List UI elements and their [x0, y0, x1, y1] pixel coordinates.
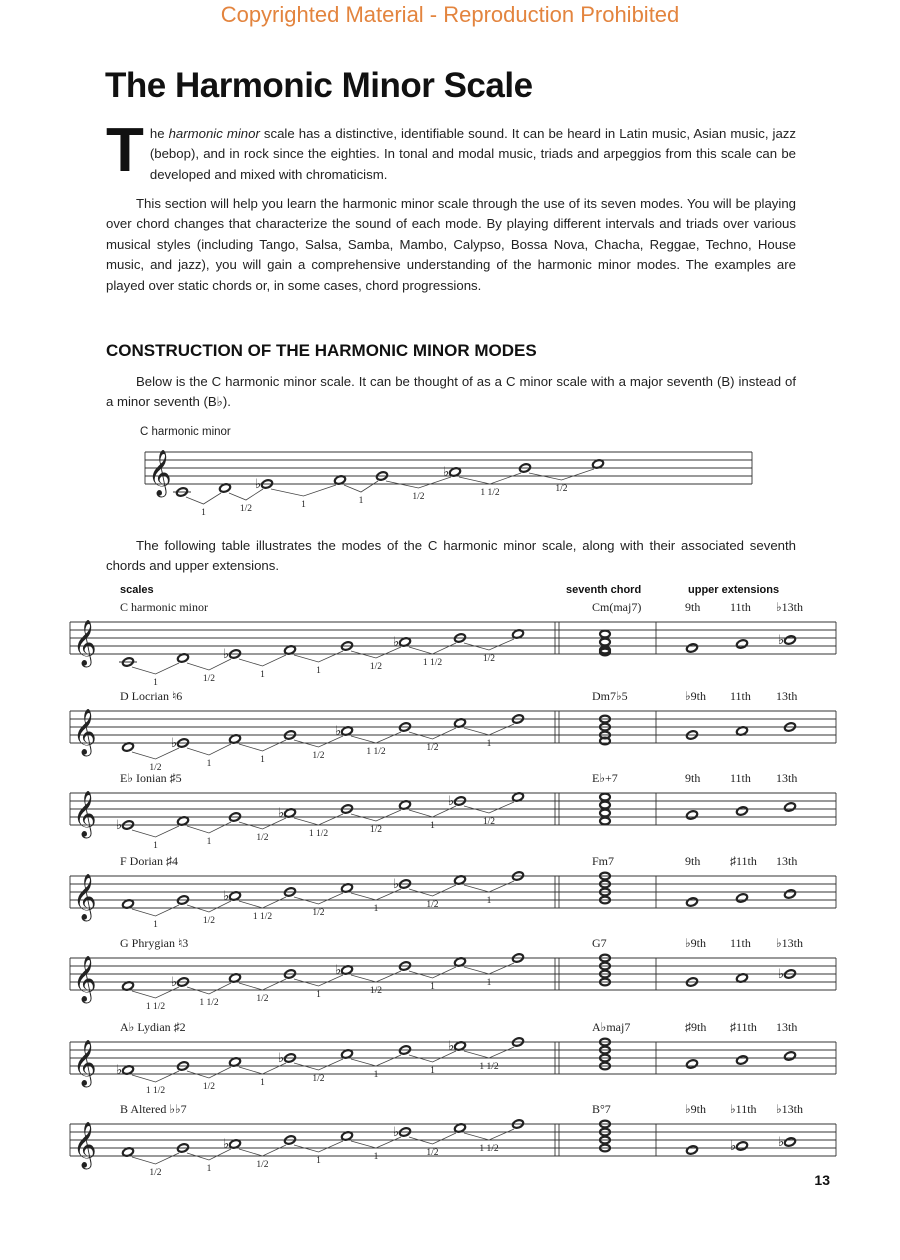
extension-9th: ♭9th	[685, 936, 706, 950]
step-interval: 1/2	[426, 900, 439, 910]
flat-sign: ♭	[171, 736, 178, 751]
step-interval: 1/2	[482, 654, 496, 664]
extension-13th: 13th	[776, 771, 798, 785]
page-title: The Harmonic Minor Scale	[105, 66, 533, 105]
section-paragraph-2: The following table illustrates the modes of the C harmonic minor scale, along with their associated seventh chords and upper extensions.	[106, 538, 796, 574]
extension-9th: ♯9th	[685, 1020, 707, 1034]
flat-sign: ♭	[778, 1135, 785, 1150]
step-connector	[132, 826, 179, 837]
intro-text-start: he	[149, 126, 169, 141]
extension-13th: 13th	[776, 854, 798, 868]
flat-sign: ♭	[778, 967, 785, 982]
step-interval: 1	[358, 496, 364, 506]
seventh-chord-name: Fm7	[592, 854, 615, 868]
step-connector	[464, 724, 514, 735]
step-interval: 1	[316, 666, 321, 676]
flat-sign: ♭	[393, 1125, 400, 1140]
step-connector	[294, 893, 343, 904]
step-interval: 1	[301, 500, 306, 510]
step-interval: 1/2	[202, 916, 216, 926]
flat-sign: ♭	[393, 877, 400, 892]
step-interval: 1	[201, 508, 206, 518]
step-connector	[132, 1153, 179, 1164]
extension-11th: 11th	[730, 936, 751, 950]
seventh-chord-name: G7	[592, 936, 607, 950]
step-interval: 1	[153, 841, 158, 851]
step-interval: 1	[316, 990, 321, 1000]
drop-cap: T	[106, 116, 144, 185]
extension-11th: ♭11th	[730, 1102, 757, 1116]
step-connector	[239, 897, 286, 908]
mode-name: F Dorian ♯4	[120, 854, 178, 868]
step-connector	[409, 1133, 456, 1144]
step-interval: 1/2	[555, 484, 568, 494]
step-interval: 1 1/2	[479, 1144, 499, 1154]
step-connector	[187, 1067, 231, 1078]
treble-clef: 𝄞	[73, 1040, 97, 1086]
extension-11th: 11th	[730, 689, 751, 703]
extension-9th: ♭9th	[685, 689, 706, 703]
step-interval: 1/2	[412, 492, 425, 502]
flat-sign: ♭	[223, 1137, 230, 1152]
step-connector	[132, 1071, 179, 1082]
step-connector	[409, 643, 456, 654]
step-connector	[459, 473, 521, 484]
seventh-chord-name: Cm(maj7)	[592, 600, 642, 614]
step-interval: 1	[430, 821, 435, 831]
mode-name: D Locrian ♮6	[120, 689, 183, 703]
chord-note	[600, 631, 610, 638]
step-interval: 1/2	[369, 986, 383, 996]
step-interval: 1/2	[202, 1082, 216, 1092]
step-interval: 1 1/2	[366, 747, 386, 757]
copyright-watermark: Copyrighted Material - Reproduction Prohibited	[220, 2, 680, 27]
step-interval: 1/2	[256, 833, 269, 843]
extension-9th: 9th	[685, 854, 701, 868]
step-interval: 1/2	[426, 743, 439, 753]
step-connector	[464, 1047, 514, 1058]
flat-sign: ♭	[223, 647, 230, 662]
step-connector	[239, 1145, 286, 1156]
step-interval: 1	[373, 904, 379, 914]
flat-sign: ♭	[443, 465, 450, 480]
step-interval: 1	[316, 1156, 321, 1166]
flat-sign: ♭	[335, 724, 342, 739]
step-connector	[351, 732, 401, 743]
mode-name: C harmonic minor	[120, 600, 208, 614]
extension-13th: ♭13th	[776, 600, 803, 614]
step-connector	[529, 469, 594, 480]
step-connector	[239, 740, 286, 751]
step-connector	[464, 639, 514, 650]
step-connector	[294, 651, 343, 662]
extension-11th: ♯11th	[730, 854, 757, 868]
chord-note	[600, 794, 610, 801]
step-interval: 1	[153, 678, 158, 688]
intro-emphasis: harmonic minor	[168, 126, 260, 141]
treble-clef: 𝄞	[148, 450, 172, 496]
treble-clef: 𝄞	[73, 791, 97, 837]
step-connector	[464, 802, 514, 813]
seventh-chord-name: B°7	[592, 1102, 611, 1116]
step-interval: 1 1/2	[308, 829, 329, 839]
flat-sign: ♭	[223, 889, 230, 904]
seventh-chord-name: Dm7♭5	[592, 689, 628, 703]
step-interval: 1/2	[256, 1160, 269, 1170]
step-interval: 1	[373, 1070, 379, 1080]
step-interval: 1	[260, 755, 265, 765]
intro-text-rest: scale has a distinctive, identifiable sound. It can be heard in Latin music, Asian music, jazz (bebop), and in rock since the eighties. In tonal and modal music, triads and arpeggios from this scale can be developed and mixed with chromaticism.	[149, 126, 796, 182]
step-interval: 1/2	[149, 763, 162, 773]
step-connector	[344, 481, 378, 492]
step-connector	[351, 971, 401, 982]
extension-note	[686, 810, 699, 820]
step-interval: 1/2	[312, 908, 325, 918]
step-connector	[239, 655, 286, 666]
mode-name: B Altered ♭♭7	[120, 1102, 187, 1116]
extension-note	[736, 806, 749, 816]
step-connector	[132, 905, 179, 916]
flat-sign: ♭	[116, 1063, 123, 1078]
step-interval: 1/2	[239, 504, 253, 514]
seventh-chord-name: A♭maj7	[592, 1020, 631, 1034]
step-connector	[409, 728, 456, 739]
page-number: 13	[814, 1172, 830, 1188]
step-interval: 1/2	[369, 662, 383, 672]
step-connector	[187, 983, 231, 994]
flat-sign: ♭	[255, 477, 262, 492]
extension-13th: 13th	[776, 689, 798, 703]
step-interval: 1 1/2	[479, 1062, 499, 1072]
step-connector	[239, 979, 286, 990]
step-connector	[464, 963, 514, 974]
flat-sign: ♭	[730, 1139, 737, 1154]
step-interval: 1 1/2	[145, 1086, 166, 1096]
step-connector	[464, 881, 514, 892]
treble-clef: 𝄞	[73, 620, 97, 666]
step-interval: 1 1/2	[199, 998, 219, 1008]
extension-13th: ♭13th	[776, 1102, 803, 1116]
extension-9th: ♭9th	[685, 1102, 706, 1116]
step-interval: 1/2	[312, 751, 325, 761]
extension-note	[686, 1059, 699, 1069]
step-interval: 1	[486, 739, 492, 749]
extension-note	[736, 639, 749, 649]
step-interval: 1	[430, 1066, 435, 1076]
extension-9th: 9th	[685, 771, 701, 785]
column-scales: scales	[120, 584, 154, 596]
step-connector	[186, 493, 221, 504]
flat-sign: ♭	[778, 633, 785, 648]
step-interval: 1	[486, 896, 492, 906]
step-connector	[187, 744, 231, 755]
step-connector	[351, 810, 401, 821]
extension-note	[686, 897, 699, 907]
step-interval: 1	[206, 759, 212, 769]
extension-note	[784, 889, 797, 899]
flat-sign: ♭	[171, 975, 178, 990]
mode-name: G Phrygian ♮3	[120, 936, 189, 950]
mode-name: A♭ Lydian ♯2	[120, 1020, 186, 1034]
step-interval: 1/2	[312, 1074, 325, 1084]
flat-sign: ♭	[448, 794, 455, 809]
extension-note	[784, 1051, 797, 1061]
extension-note	[736, 1055, 749, 1065]
treble-clef: 𝄞	[73, 1122, 97, 1168]
extension-note	[736, 893, 749, 903]
step-interval: 1/2	[256, 994, 269, 1004]
step-interval: 1/2	[426, 1148, 439, 1158]
step-interval: 1	[486, 978, 492, 988]
chord-note	[600, 639, 610, 646]
step-connector	[294, 1141, 343, 1152]
flat-sign: ♭	[335, 963, 342, 978]
column-seventh-chord: seventh chord	[566, 584, 642, 596]
step-interval: 1	[206, 1164, 212, 1174]
step-interval: 1 1/2	[252, 912, 273, 922]
treble-clef: 𝄞	[73, 709, 97, 755]
chord-note	[600, 802, 610, 809]
step-interval: 1 1/2	[145, 1002, 166, 1012]
step-interval: 1	[373, 1152, 379, 1162]
mode-name: E♭ Ionian ♯5	[120, 771, 182, 785]
section-heading: CONSTRUCTION OF THE HARMONIC MINOR MODES	[106, 341, 537, 360]
extension-13th: ♭13th	[776, 936, 803, 950]
extension-note	[736, 1141, 749, 1151]
flat-sign: ♭	[448, 1039, 455, 1054]
step-interval: 1 1/2	[480, 488, 500, 498]
step-interval: 1/2	[202, 674, 216, 684]
flat-sign: ♭	[393, 635, 400, 650]
extension-note	[784, 1137, 797, 1147]
extension-11th: ♯11th	[730, 1020, 757, 1034]
column-upper-extensions: upper extensions	[688, 584, 780, 596]
extension-13th: 13th	[776, 1020, 798, 1034]
step-connector	[409, 885, 456, 896]
step-connector	[409, 967, 456, 978]
extension-note	[784, 635, 797, 645]
extension-11th: 11th	[730, 771, 751, 785]
chord-note	[600, 818, 610, 825]
step-connector	[132, 663, 179, 674]
flat-sign: ♭	[278, 1051, 285, 1066]
extension-note	[686, 643, 699, 653]
example-label: C harmonic minor	[140, 426, 231, 438]
step-connector	[271, 485, 336, 496]
step-interval: 1	[430, 982, 435, 992]
treble-clef: 𝄞	[73, 874, 97, 920]
step-connector	[351, 1055, 401, 1066]
flat-sign: ♭	[278, 806, 285, 821]
step-interval: 1/2	[149, 1168, 162, 1178]
section-paragraph-1: Below is the C harmonic minor scale. It can be thought of as a C minor scale with a major seventh (B) instead of a minor seventh (B♭).	[106, 374, 796, 410]
flat-sign: ♭	[116, 818, 123, 833]
step-connector	[464, 1129, 514, 1140]
step-interval: 1/2	[369, 825, 383, 835]
extension-11th: 11th	[730, 600, 751, 614]
step-interval: 1	[153, 920, 158, 930]
step-interval: 1/2	[482, 817, 496, 827]
step-connector	[187, 822, 231, 833]
extension-9th: 9th	[685, 600, 701, 614]
extension-note	[784, 802, 797, 812]
chord-note	[600, 810, 610, 817]
intro-paragraph-2: This section will help you learn the harmonic minor scale through the use of its seven modes. You will be playing over chord changes that characterize the sound of each mode. By playing different intervals and triads over various musical styles (including Tango, Salsa, Samba, Mambo, Calypso, Bossa Nova, Chacha, Reggae, Techno, House music, and jazz), you will gain a comprehensive understanding of the harmonic minor modes. The examples are played over static chords or, in some cases, chord progressions.	[106, 196, 796, 293]
step-interval: 1 1/2	[422, 658, 443, 668]
step-connector	[294, 814, 343, 825]
extension-note	[686, 1145, 699, 1155]
step-connector	[386, 477, 451, 488]
step-interval: 1	[260, 1078, 265, 1088]
step-connector	[294, 1059, 343, 1070]
seventh-chord-name: E♭+7	[592, 771, 618, 785]
step-interval: 1	[206, 837, 212, 847]
treble-clef: 𝄞	[73, 956, 97, 1002]
step-interval: 1	[260, 670, 265, 680]
